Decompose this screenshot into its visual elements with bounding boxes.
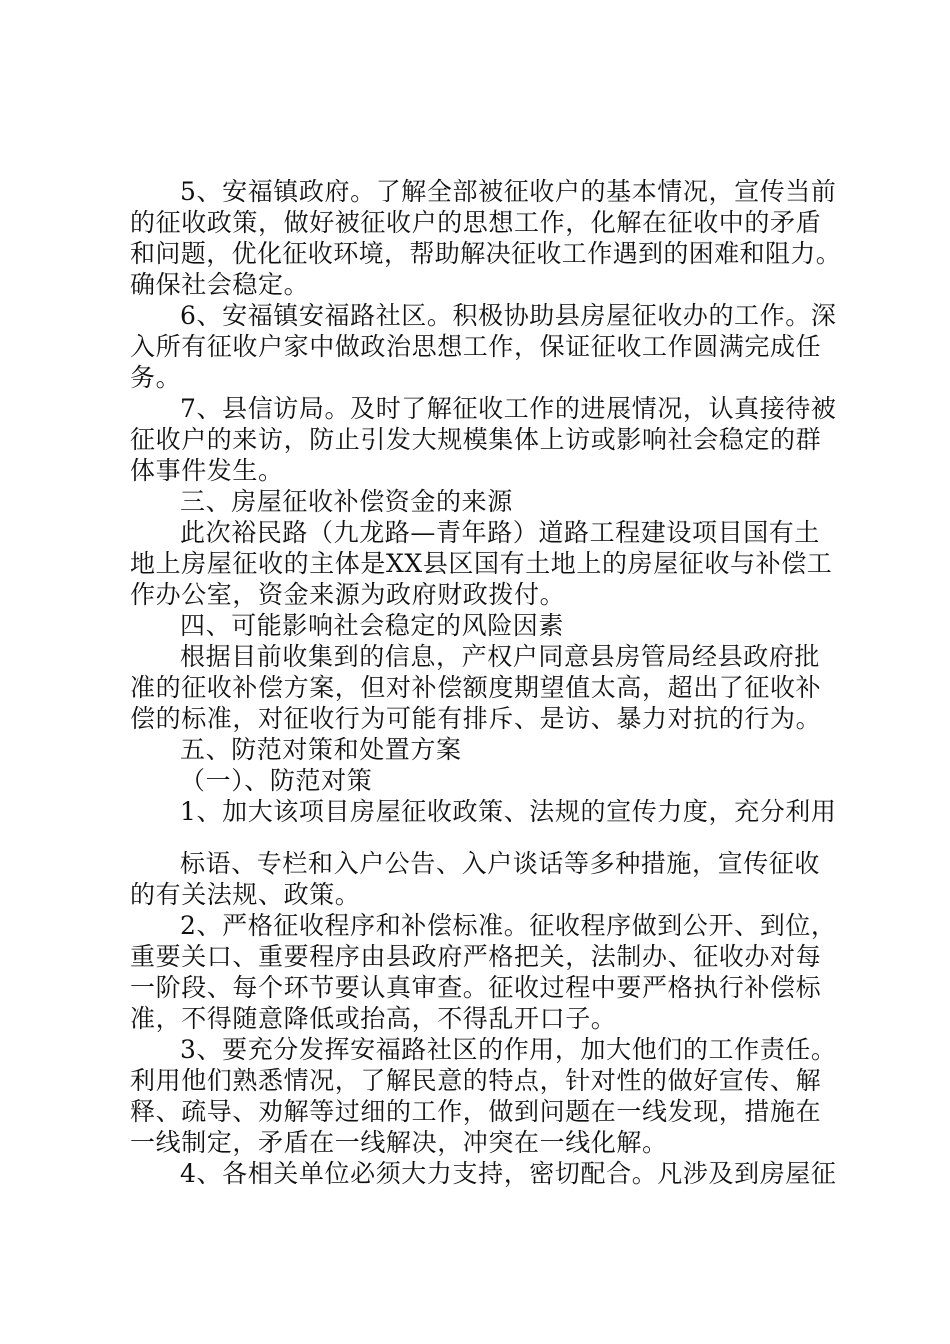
subsection-heading: （一）、防范对策: [180, 766, 373, 795]
paragraph-line: 确保社会稳定。: [130, 270, 310, 299]
paragraph-line: 务。: [130, 363, 182, 392]
paragraph-line: 准，不得随意降低或抬高，不得乱开口子。: [130, 1004, 617, 1033]
paragraph-line: 入所有征收户家中做政治思想工作，保证征收工作圆满完成任: [130, 332, 822, 361]
text-block-lower: [130, 848, 842, 1189]
paragraph-line: 和问题，优化征收环境，帮助解决征收工作遇到的困难和阻力。: [130, 239, 842, 268]
section-heading: 三、房屋征收补偿资金的来源: [180, 487, 513, 516]
paragraph-line: 1、加大该项目房屋征收政策、法规的宣传力度，充分利用: [180, 797, 837, 826]
paragraph-line: 准的征收补偿方案，但对补偿额度期望值太高，超出了征收补: [130, 673, 822, 702]
section-heading: 五、防范对策和处置方案: [180, 735, 462, 764]
paragraph-line: 重要关口、重要程序由县政府严格把关，法制办、征收办对每: [130, 942, 822, 971]
paragraph-line: 5、安福镇政府。了解全部被征收户的基本情况，宣传当前: [180, 177, 837, 206]
paragraph-line: 地上房屋征收的主体是XX县区国有土地上的房屋征收与补偿工: [130, 549, 833, 578]
paragraph-line: 利用他们熟悉情况，了解民意的特点，针对性的做好宣传、解: [130, 1066, 822, 1095]
paragraph-line: 2、严格征收程序和补偿标准。征收程序做到公开、到位，: [180, 911, 837, 940]
paragraph-line: 偿的标准，对征收行为可能有排斥、是访、暴力对抗的行为。: [130, 704, 822, 733]
paragraph-line: 7、县信访局。及时了解征收工作的进展情况，认真接待被: [180, 394, 837, 423]
paragraph-line: 6、安福镇安福路社区。积极协助县房屋征收办的工作。深: [180, 301, 837, 330]
paragraph-line: 一线制定，矛盾在一线解决，冲突在一线化解。: [130, 1128, 668, 1157]
paragraph-line: 释、疏导、劝解等过细的工作，做到问题在一线发现，措施在: [130, 1097, 822, 1126]
paragraph-line: 作办公室，资金来源为政府财政拨付。: [130, 580, 566, 609]
paragraph-line: 的有关法规、政策。: [130, 880, 361, 909]
paragraph-line: 的征收政策，做好被征收户的思想工作，化解在征收中的矛盾: [130, 208, 822, 237]
paragraph-line: 根据目前收集到的信息，产权户同意县房管局经县政府批: [180, 642, 821, 671]
paragraph-line: 标语、专栏和入户公告、入户谈话等多种措施，宣传征收: [180, 849, 821, 878]
paragraph-line: 一阶段、每个环节要认真审查。征收过程中要严格执行补偿标: [130, 973, 822, 1002]
paragraph-line: 此次裕民路（九龙路—青年路）道路工程建设项目国有土: [180, 518, 821, 547]
section-heading: 四、可能影响社会稳定的风险因素: [180, 611, 565, 640]
paragraph-line: 4、各相关单位必须大力支持，密切配合。凡涉及到房屋征: [180, 1159, 837, 1188]
paragraph-line: 3、要充分发挥安福路社区的作用，加大他们的工作责任。: [180, 1035, 837, 1064]
paragraph-line: 征收户的来访，防止引发大规模集体上访或影响社会稳定的群: [130, 425, 822, 454]
paragraph-line: 体事件发生。: [130, 456, 284, 485]
text-block-upper: [130, 176, 842, 827]
